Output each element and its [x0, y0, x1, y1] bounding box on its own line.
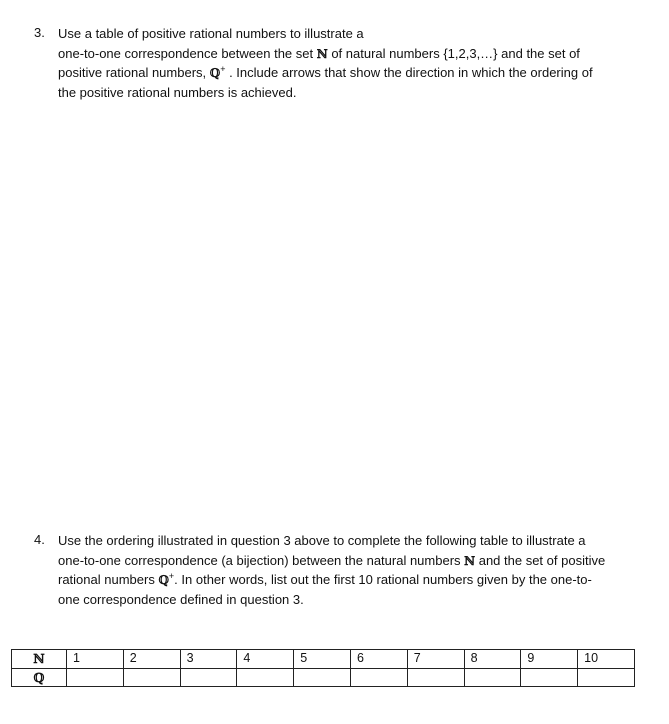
natural-cell: 2 — [123, 650, 180, 669]
rational-answer-cell[interactable] — [350, 668, 407, 687]
question-3-line-3-post: . Include arrows that show the direction in which the ordering of — [225, 65, 593, 80]
rational-answer-cell[interactable] — [237, 668, 294, 687]
natural-cell: 3 — [180, 650, 237, 669]
question-4-line-2-pre: one-to-one correspondence (a bijection) between the natural numbers — [58, 552, 465, 568]
question-3-line-4: the positive rational numbers is achieved. — [58, 84, 297, 100]
rational-answer-cell[interactable] — [521, 668, 578, 687]
question-3-line-3-pre: positive rational numbers, — [58, 65, 210, 80]
rational-answer-cell[interactable] — [578, 668, 635, 687]
question-4-number: 4. — [34, 532, 45, 547]
rationals-superscript: + — [168, 571, 175, 581]
rational-answer-cell[interactable] — [123, 668, 180, 687]
natural-cell: 6 — [350, 650, 407, 669]
question-4-line-3-pre: rational numbers — [58, 572, 159, 587]
question-3-number: 3. — [34, 25, 45, 40]
rational-answer-cell[interactable] — [294, 668, 351, 687]
naturals-symbol: ℕ — [464, 553, 476, 568]
rational-answer-cell[interactable] — [67, 668, 124, 687]
naturals-row-header: ℕ — [12, 650, 67, 669]
natural-cell: 8 — [464, 650, 521, 669]
naturals-row — [12, 650, 635, 669]
naturals-symbol: ℕ — [316, 46, 328, 61]
rationals-superscript: + — [220, 64, 226, 74]
question-3-line-3 — [58, 63, 638, 83]
question-3-line-1: Use a table of positive rational numbers to illustrate a — [58, 26, 364, 41]
natural-cell: 10 — [578, 650, 635, 669]
natural-cell: 9 — [521, 650, 578, 669]
question-4-line-1: Use the ordering illustrated in question 3 above to complete the following table to illustrate a — [58, 533, 586, 548]
question-4-line-3-post: . In other words, list out the first 10 rational numbers given by the one-to- — [174, 572, 592, 587]
natural-cell: 4 — [237, 650, 294, 669]
rationals-symbol: ℚ — [158, 573, 169, 587]
rationals-row — [12, 668, 635, 687]
rational-answer-cell[interactable] — [180, 668, 237, 687]
rational-answer-cell[interactable] — [407, 668, 464, 687]
question-3-text — [58, 24, 638, 102]
question-4-line-3 — [58, 570, 638, 590]
rational-answer-cell[interactable] — [464, 668, 521, 687]
question-4-line-2 — [58, 551, 638, 571]
rationals-symbol: ℚ — [209, 66, 221, 80]
question-3-line-2 — [58, 44, 638, 64]
question-3-line-2-pre: one-to-one correspondence between the set — [58, 45, 317, 61]
natural-cell: 7 — [407, 650, 464, 669]
question-4-line-4: one correspondence defined in question 3. — [58, 591, 304, 607]
correspondence-table — [11, 649, 635, 687]
question-3-line-2-post: of natural numbers {1,2,3,…} and the set of — [327, 45, 580, 61]
question-4-line-2-post: and the set of positive — [475, 552, 606, 568]
natural-cell: 1 — [67, 650, 124, 669]
rationals-row-header: ℚ — [12, 668, 67, 687]
question-4-text — [58, 531, 638, 609]
natural-cell: 5 — [294, 650, 351, 669]
